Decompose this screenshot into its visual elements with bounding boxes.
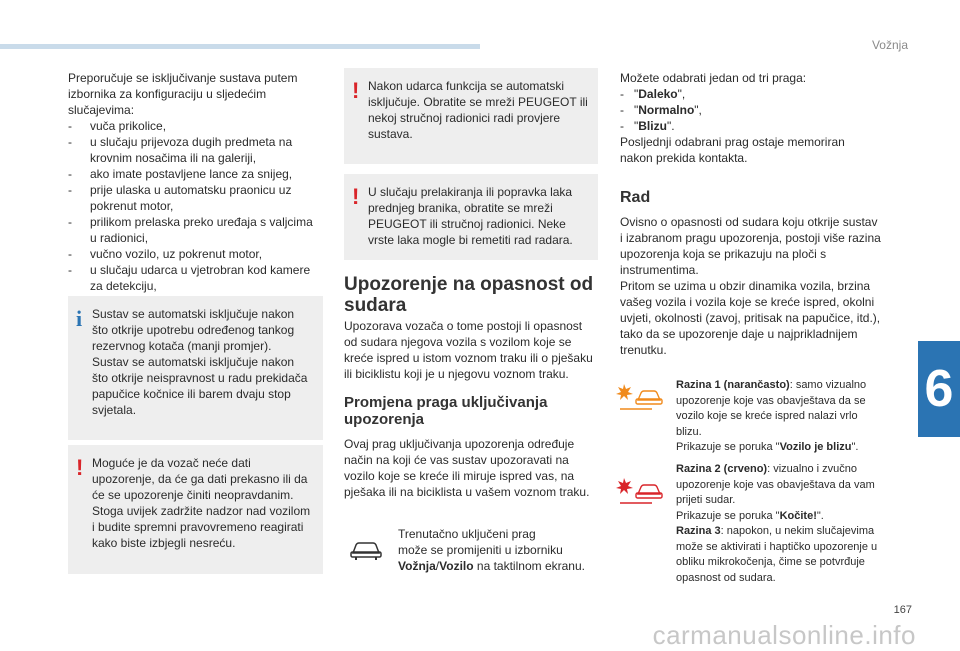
warning-box-impact bbox=[344, 68, 598, 164]
list-item: - u slučaju udarca u vjetrobran kod kamere za detekciju, bbox=[68, 262, 320, 294]
list-item: - ako imate postavljene lance za snijeg, bbox=[68, 166, 320, 182]
option-item: - "Normalno", bbox=[620, 103, 702, 117]
chapter-tab: 6 bbox=[918, 341, 960, 437]
list-item: - prije ulaska u automatsku praonicu uz pokrenut motor, bbox=[68, 182, 320, 214]
list-item: - u slučaju prijevoza dugih predmeta na krovnim nosačima ili na galeriji, bbox=[68, 134, 320, 166]
col1-list bbox=[68, 118, 320, 294]
subsection-paragraph: Ovaj prag uključivanja upozorenja određuje način na koji će vas sustav upozoravati na vozilo koje se kreće ili miruje ispred vas, na pješaka ili na biciklista u vašem voznom traku. bbox=[344, 437, 590, 499]
warning-icon: ! bbox=[76, 455, 84, 480]
collision-warning-red-icon bbox=[616, 476, 664, 506]
section-title: Vožnja bbox=[871, 38, 908, 52]
rad-paragraph: Ovisno o opasnosti od sudara koju otkrije sustav i izabranom pragu upozorenja, postoji više razina upozorenja koja se prikazuju na ploči s instrumentima. Pritom se uzima u obzir dinamika vozila, brzina vašeg vozila i vozila koje se kreće ispred, okolni uvjeti, okolnosti (zavoj, pritisak na papučice, itd.), tako da se upozorenje daje u najprikladnijem trenutku. bbox=[620, 215, 881, 357]
warning-text: U slučaju prelakiranja ili popravka laka prednjeg branika, obratite se mreži PEUGEOT ili stručnoj radionici. Neke vrste laka mogle bi remetiti rad radara. bbox=[368, 185, 573, 247]
threshold-options: Možete odabrati jedan od tri praga: - "Daleko", - "Normalno", - "Blizu". Posljednji odabrani prag ostaje memoriran nakon prekida kontakta. bbox=[620, 70, 880, 166]
info-icon: i bbox=[76, 306, 83, 331]
list-item: - vučno vozilo, uz pokrenut motor, bbox=[68, 246, 320, 262]
section-heading: Upozorenje na opasnost od sudara bbox=[344, 274, 594, 316]
car-icon bbox=[348, 536, 384, 562]
header-bar bbox=[0, 44, 480, 49]
warning-level-1: Razina 1 (narančasto): samo vizualno upozorenje koje vas obavještava da se vozilo koje se kreće ispred nalazi vrlo blizu. Prikazuje se poruka "Vozilo je blizu". bbox=[676, 379, 867, 453]
option-item: - "Blizu". bbox=[620, 119, 675, 133]
info-box bbox=[68, 296, 323, 440]
list-item: - vuča prikolice, bbox=[68, 118, 320, 134]
warning-icon: ! bbox=[352, 184, 360, 209]
warning-box-text-1: Moguće je da vozač neće dati upozorenje, da će ga dati prekasno ili da će se upozorenje činiti neopravdanim. bbox=[92, 456, 308, 502]
warning-box-paint bbox=[344, 174, 598, 260]
info-box-text-2: Sustav se automatski isključuje nakon što otkrije neispravnost u radu prekidača papučice kočnice ili barem dvaju stop svjetala. bbox=[92, 355, 308, 417]
page-number: 167 bbox=[893, 604, 912, 616]
option-item: - "Daleko", bbox=[620, 87, 686, 101]
list-item: - prilikom prelaska preko uređaja s valjcima u radionici, bbox=[68, 214, 320, 246]
col1-text bbox=[68, 70, 320, 294]
warning-box-text-2: Stoga uvijek zadržite nadzor nad vozilom i budite spremni pravovremeno reagirati kako biste izbjegli nesreću. bbox=[92, 504, 311, 550]
section-paragraph: Upozorava vozača o tome postoji li opasnost od sudara njegova vozila s vozilom koje se kreće ispred u istom voznom traku ili o pješaku ili biciklistu koji je u njegovu voznom traku. bbox=[344, 319, 593, 381]
warning-text: Nakon udarca funkcija se automatski isključuje. Obratite se mreži PEUGEOT ili nekoj stručnoj radionici radi provjere sustava. bbox=[368, 79, 588, 141]
watermark: carmanualsonline.info bbox=[652, 620, 916, 650]
warning-icon: ! bbox=[352, 78, 360, 103]
subsection-heading: Promjena praga uključivanja upozorenja bbox=[344, 394, 548, 428]
collision-warning-orange-icon bbox=[616, 382, 664, 412]
info-box-text-1: Sustav se automatski isključuje nakon što otkrije upotrebu određenog tankog rezervnog kotača (manji promjer). bbox=[92, 307, 295, 353]
col1-intro: Preporučuje se isključivanje sustava putem izbornika za konfiguraciju u sljedećim slučajevima: bbox=[68, 71, 298, 117]
rad-heading: Rad bbox=[620, 189, 651, 206]
menu-note: Trenutačno uključeni prag može se promijeniti u izborniku Vožnja/Vozilo na taktilnom ekranu. bbox=[398, 527, 585, 573]
warning-box bbox=[68, 445, 323, 574]
warning-level-2-3: Razina 2 (crveno): vizualno i zvučno upozorenje koje vas obavještava da vam prijeti sudar. Prikazuje se poruka "Kočite!". Razina 3: napokon, u nekim slučajevima može se aktivirati i haptičko upozorenje u obliku mikrokočenja, čime se potvrđuje opasnost od sudara. bbox=[676, 463, 878, 584]
